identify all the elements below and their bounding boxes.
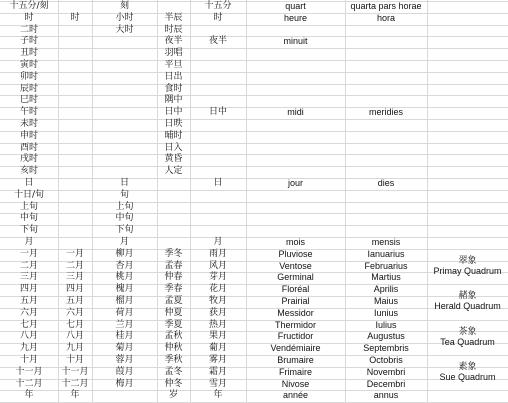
- quadrum-label: [427, 324, 508, 359]
- cell-r33-c1[interactable]: 年: [70, 390, 80, 401]
- cell-r16-c0[interactable]: 十日/旬: [13, 189, 45, 200]
- cell-r25-c3[interactable]: 孟夏: [164, 296, 183, 306]
- cell-r28-c5[interactable]: Fructidor: [277, 331, 314, 342]
- cell-r1-c2[interactable]: 小时: [115, 12, 134, 23]
- cell-r0-c0[interactable]: 十五分/刻: [9, 1, 49, 11]
- cell-r26-c0[interactable]: 六月: [19, 307, 38, 318]
- cell-r21-c4[interactable]: 雨月: [208, 248, 227, 259]
- quadrum-chinese-name: 赭象: [458, 291, 477, 302]
- quadrum-chinese-name: 素象: [458, 362, 477, 372]
- cell-r33-c2[interactable]: [92, 389, 157, 403]
- cell-r25-c6[interactable]: Maius: [373, 296, 398, 306]
- cell-r0-c4[interactable]: 十五分: [204, 1, 232, 11]
- cell-r28-c1[interactable]: 八月: [65, 331, 84, 342]
- cell-r23-c6[interactable]: Martius: [371, 272, 401, 283]
- cell-r27-c4[interactable]: 热月: [208, 319, 227, 330]
- cell-r16-c2[interactable]: 旬: [119, 189, 129, 200]
- cell-r33-c4[interactable]: 年: [213, 390, 223, 401]
- cell-r8-c3[interactable]: 隅中: [164, 95, 183, 106]
- quadrum-label: [427, 253, 508, 288]
- cell-r9-c3[interactable]: 日中: [164, 107, 183, 118]
- cell-r32-c0[interactable]: 十二月: [15, 378, 43, 389]
- cell-r33-c0[interactable]: 年: [24, 390, 34, 401]
- cell-r24-c0[interactable]: 四月: [19, 284, 38, 295]
- cell-r14-c0[interactable]: 亥时: [19, 166, 38, 177]
- cell-r12-c0[interactable]: 酉时: [19, 142, 38, 153]
- cell-r22-c5[interactable]: Ventose: [279, 260, 312, 271]
- cell-r27-c1[interactable]: 七月: [65, 319, 84, 330]
- cell-r3-c5[interactable]: minuit: [283, 36, 308, 47]
- cell-r31-c3[interactable]: 孟冬: [164, 366, 183, 377]
- cell-r28-c0[interactable]: 八月: [19, 331, 38, 342]
- cell-r22-c3[interactable]: 孟春: [164, 260, 183, 271]
- cell-r28-c4[interactable]: 果月: [208, 331, 227, 342]
- cell-r29-c5[interactable]: Vendémiaire: [270, 343, 321, 354]
- quadrum-latin-name: Primay Quadrum: [433, 265, 502, 276]
- cell-r33-c6[interactable]: annus: [373, 390, 399, 401]
- quadrum-label: [427, 359, 508, 394]
- quadrum-latin-name: Tea Quadrum: [440, 336, 495, 347]
- cell-r2-c2[interactable]: 大时: [115, 24, 134, 35]
- cell-r21-c3[interactable]: 季冬: [164, 248, 183, 259]
- cell-r2-c0[interactable]: 二时: [19, 24, 38, 35]
- cell-r13-c3[interactable]: 黄昏: [164, 154, 183, 165]
- cell-r24-c4[interactable]: 花月: [208, 284, 227, 295]
- cell-r29-c0[interactable]: 九月: [19, 343, 38, 354]
- cell-r31-c2[interactable]: 葭月: [115, 366, 134, 377]
- cell-r30-c5[interactable]: Brumaire: [277, 355, 314, 365]
- cell-r29-c6[interactable]: Septembris: [363, 343, 409, 354]
- cell-r25-c2[interactable]: 榴月: [115, 296, 134, 306]
- cell-r21-c6[interactable]: Ianuarius: [367, 248, 405, 259]
- cell-r8-c0[interactable]: 巳时: [19, 95, 38, 106]
- cell-r32-c6[interactable]: Decembri: [366, 378, 406, 389]
- cell-r26-c1[interactable]: 六月: [65, 307, 84, 318]
- quadrum-label: [427, 288, 508, 323]
- cell-r21-c5[interactable]: Pluviose: [278, 248, 313, 259]
- cell-r24-c1[interactable]: 四月: [65, 284, 84, 295]
- cell-r20-c2[interactable]: 月: [119, 237, 129, 247]
- cell-r23-c1[interactable]: 三月: [65, 272, 84, 283]
- cell-r27-c5[interactable]: Thermidor: [274, 319, 316, 330]
- cell-r3-c0[interactable]: 子时: [19, 36, 38, 47]
- cell-r26-c4[interactable]: 获月: [208, 307, 227, 318]
- cell-r0-c5[interactable]: quart: [285, 1, 306, 11]
- cell-r31-c0[interactable]: 十一月: [15, 366, 43, 377]
- cell-r24-c2[interactable]: 槐月: [115, 284, 134, 295]
- cell-r30-c6[interactable]: Octobris: [369, 355, 403, 365]
- cell-r27-c6[interactable]: Iulius: [375, 319, 397, 330]
- quadrum-latin-name: Herald Quadrum: [434, 301, 501, 312]
- cell-r29-c4[interactable]: 葡月: [208, 343, 227, 354]
- cell-r1-c5[interactable]: heure: [283, 12, 308, 23]
- cell-r19-c0[interactable]: 下旬: [19, 225, 38, 236]
- cell-r31-c6[interactable]: Novembri: [366, 366, 406, 377]
- cell-r32-c1[interactable]: 十二月: [61, 378, 89, 389]
- cell-r25-c1[interactable]: 五月: [65, 296, 84, 306]
- cell-r22-c2[interactable]: 杏月: [115, 260, 134, 271]
- cell-r31-c1[interactable]: 十一月: [61, 366, 89, 377]
- cell-r26-c2[interactable]: 荷月: [115, 307, 134, 318]
- cell-r27-c0[interactable]: 七月: [19, 319, 38, 330]
- cell-r31-c5[interactable]: Frimaire: [279, 366, 312, 377]
- cell-r5-c3[interactable]: 平旦: [164, 60, 183, 70]
- cell-r33-c3[interactable]: 岁: [168, 390, 178, 401]
- cell-r10-c0[interactable]: 未时: [19, 119, 38, 129]
- cell-r0-c2[interactable]: 刻: [119, 1, 129, 11]
- cell-r14-c3[interactable]: 人定: [164, 166, 183, 177]
- cell-r20-c6[interactable]: mensis: [371, 237, 401, 247]
- cell-r0-c6[interactable]: quarta pars horae: [350, 1, 422, 11]
- cell-r4-c3[interactable]: 羽唱: [164, 48, 183, 59]
- cell-r26-c3[interactable]: 仲夏: [164, 307, 183, 318]
- cell-r24-c3[interactable]: 季春: [164, 284, 183, 295]
- cell-r21-c2[interactable]: 柳月: [115, 248, 134, 259]
- cell-r15-c5[interactable]: jour: [287, 178, 303, 188]
- cell-r15-c4[interactable]: 日: [213, 178, 223, 188]
- quadrum-chinese-name: 翠象: [458, 255, 477, 266]
- cell-r27-c3[interactable]: 季夏: [164, 319, 183, 330]
- cell-r32-c5[interactable]: Nivose: [281, 378, 310, 389]
- cell-r1-c6[interactable]: hora: [376, 12, 395, 23]
- cell-r23-c0[interactable]: 三月: [19, 272, 38, 283]
- cell-r30-c2[interactable]: 蓉月: [115, 355, 134, 365]
- cell-r1-c4[interactable]: 时: [213, 12, 223, 23]
- cell-r15-c6[interactable]: dies: [377, 178, 395, 188]
- cell-r9-c5[interactable]: midi: [287, 107, 304, 118]
- cell-r23-c3[interactable]: 仲春: [164, 272, 183, 283]
- cell-r9-c4[interactable]: 日中: [208, 107, 227, 118]
- cell-r6-c0[interactable]: 卯时: [19, 71, 38, 82]
- cell-r9-c6[interactable]: meridies: [368, 107, 403, 118]
- cell-r25-c5[interactable]: Prairial: [281, 296, 310, 306]
- cell-r18-c0[interactable]: 中旬: [19, 213, 38, 224]
- cell-r28-c2[interactable]: 桂月: [115, 331, 134, 342]
- cell-r29-c3[interactable]: 仲秋: [164, 343, 183, 354]
- cell-r24-c5[interactable]: Floréal: [281, 284, 310, 295]
- cell-r22-c6[interactable]: Februarius: [364, 260, 408, 271]
- cell-r30-c3[interactable]: 季秋: [164, 355, 183, 365]
- cell-r6-c3[interactable]: 日出: [164, 71, 183, 82]
- cell-r23-c5[interactable]: Germinal: [277, 272, 314, 283]
- cell-r27-c2[interactable]: 兰月: [115, 319, 134, 330]
- cell-r20-c0[interactable]: 月: [24, 237, 34, 247]
- cell-r7-c3[interactable]: 食时: [164, 83, 183, 94]
- cell-r30-c4[interactable]: 雾月: [208, 355, 227, 365]
- cell-r17-c0[interactable]: 上旬: [19, 201, 38, 212]
- cell-r25-c4[interactable]: 牧月: [208, 296, 227, 306]
- cell-r20-c5[interactable]: mois: [285, 237, 305, 247]
- cell-r26-c6[interactable]: Iunius: [373, 307, 399, 318]
- cell-r29-c2[interactable]: 菊月: [115, 343, 134, 354]
- quadrum-latin-name: Sue Quadrum: [439, 372, 496, 382]
- cell-r31-c4[interactable]: 霜月: [208, 366, 227, 377]
- cell-r19-c2[interactable]: 下旬: [115, 225, 134, 236]
- cell-r21-c0[interactable]: 一月: [19, 248, 38, 259]
- cell-r32-c2[interactable]: 梅月: [115, 378, 134, 389]
- cell-r5-c0[interactable]: 寅时: [19, 60, 38, 70]
- cell-r7-c0[interactable]: 辰时: [19, 83, 38, 94]
- cell-r25-c0[interactable]: 五月: [19, 296, 38, 306]
- cell-r21-c1[interactable]: 一月: [65, 248, 84, 259]
- cell-r32-c3[interactable]: 仲冬: [164, 378, 183, 389]
- cell-r22-c4[interactable]: 风月: [208, 260, 227, 271]
- cell-r23-c4[interactable]: 芽月: [208, 272, 227, 283]
- cell-r28-c6[interactable]: Augustus: [367, 331, 405, 342]
- cell-r4-c0[interactable]: 丑时: [19, 48, 38, 59]
- cell-r20-c4[interactable]: 月: [213, 237, 223, 247]
- cell-r30-c1[interactable]: 十月: [65, 355, 84, 365]
- cell-r12-c3[interactable]: 日入: [164, 142, 183, 153]
- cell-r22-c1[interactable]: 二月: [65, 260, 84, 271]
- cell-r3-c3[interactable]: 夜半: [164, 36, 183, 47]
- cell-r17-c2[interactable]: 上旬: [115, 201, 134, 212]
- cell-r24-c6[interactable]: Aprilis: [373, 284, 399, 295]
- cell-r11-c0[interactable]: 申时: [19, 130, 38, 141]
- cell-r22-c0[interactable]: 二月: [19, 260, 38, 271]
- cell-r1-c1[interactable]: 时: [70, 12, 80, 23]
- cell-r1-c0[interactable]: 时: [24, 12, 34, 23]
- cell-r18-c2[interactable]: 中旬: [115, 213, 134, 224]
- cell-r10-c3[interactable]: 日昳: [164, 119, 183, 129]
- cell-r13-c0[interactable]: 戌时: [19, 154, 38, 165]
- quadrum-chinese-name: 茶象: [458, 326, 477, 337]
- cell-r3-c4[interactable]: 夜半: [208, 36, 227, 47]
- cell-r33-c5[interactable]: année: [282, 390, 309, 401]
- cell-r23-c2[interactable]: 桃月: [115, 272, 134, 283]
- cell-r9-c0[interactable]: 午时: [19, 107, 38, 118]
- cell-r1-c3[interactable]: 半辰: [164, 12, 183, 23]
- cell-r32-c4[interactable]: 雪月: [208, 378, 227, 389]
- cell-r11-c3[interactable]: 晡时: [164, 130, 183, 141]
- cell-r28-c3[interactable]: 孟秋: [164, 331, 183, 342]
- cell-r29-c1[interactable]: 九月: [65, 343, 84, 354]
- cell-r26-c5[interactable]: Messidor: [277, 307, 314, 318]
- cell-r30-c0[interactable]: 十月: [19, 355, 38, 365]
- cell-r2-c3[interactable]: 时辰: [164, 24, 183, 35]
- cell-r15-c0[interactable]: 日: [24, 178, 34, 188]
- cell-r15-c2[interactable]: 日: [119, 178, 129, 188]
